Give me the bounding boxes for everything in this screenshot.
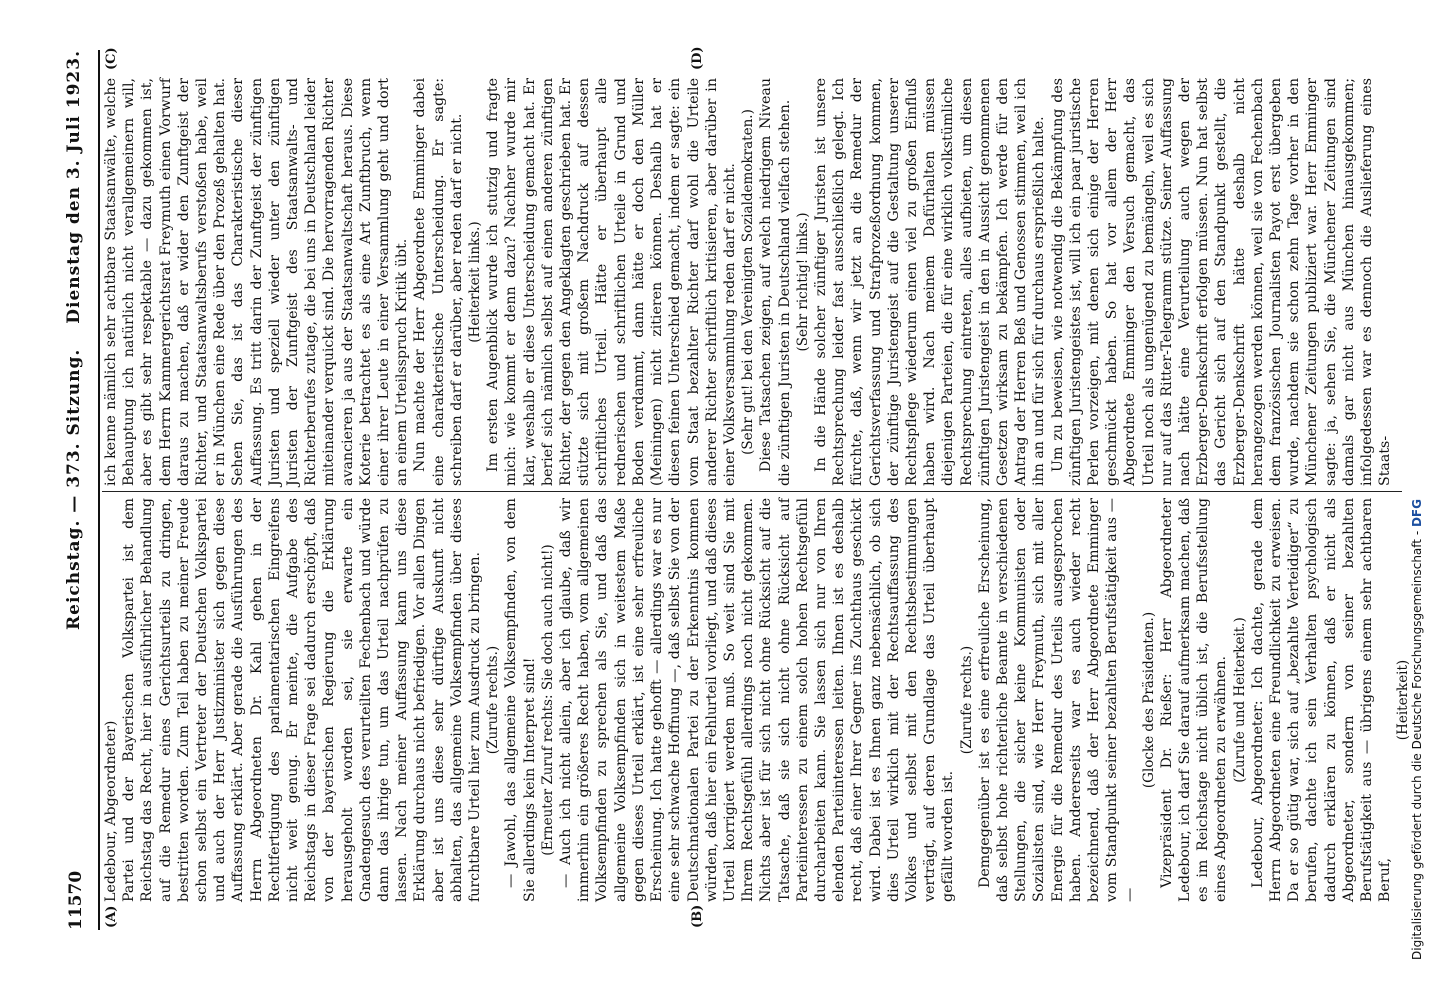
interjection: (Heiterkeit links.): [467, 221, 484, 343]
interjection: (Heiterkeit): [1395, 659, 1412, 741]
interjection: (Zurufe rechts.): [485, 645, 502, 755]
dfg-logo: DFG: [1410, 499, 1424, 528]
margin-marker-a: (A): [104, 905, 119, 928]
margin-marker-d: (D): [690, 46, 705, 70]
paragraph: Im ersten Augenblick wurde ich stutzig und fragte mich: wie kommt er denn dazu? Nachher wurde mir klar, weshalb er diese Unterscheidung gemacht hat. Er berief sich nämlich selbst auf einen anderen zünftigen Richter, der gegen den Angeklagten geschrieben hat. Er stützte sich mit großem Nachdruck auf dessen schriftliches Urteil. Hätte er überhaupt alle rednerischen und schriftlichen Urteile in Grund und Boden verdammt, dann hätte er doch den Müller (Meiningen) nicht zitieren können. Deshalb hat er diesen feinen Unterschied gemacht, indem er sagte: ein vom Staat bezahlter Richter darf wohl die Urteile anderer Richter schriftlich kritisieren, aber darüber in einer Volksversammlung reden darf er nicht.: [485, 78, 738, 486]
interjection: (Sehr gut! bei den Vereinigten Sozialdemokraten.): [740, 109, 757, 455]
interjection: (Sehr richtig! links.): [794, 212, 811, 352]
page-header: [54, 50, 100, 930]
left-column: [102, 498, 1412, 902]
margin-marker-b: (B): [690, 904, 705, 928]
page-number: 11570: [66, 870, 86, 930]
margin-marker-c: (C): [104, 47, 119, 70]
interjection: (Glocke des Präsidenten.): [1140, 611, 1157, 789]
right-column: [102, 78, 1402, 486]
paragraph: Ledebour, Abgeordneter: Ich dachte, gerade dem Herrn Abgeordneten eine Freundlichkeit zu erweisen. Da er so gütig war, sich auf „bezahlte Verteidiger“ zu berufen, dachte ich sein Verhalten psychologisch dadurch erklären zu können, daß er nicht als Abgeordneter, sondern von seiner bezahlten Berufstätigkeit aus — übrigens einem sehr achtbaren Beruf,: [1249, 498, 1394, 902]
digitization-text: Digitalisierung gefördert durch die Deutsche Forschungsgemeinschaft -: [1410, 527, 1424, 960]
paragraph: Demgegenüber ist es eine erfreuliche Erscheinung, daß selbst hohe richterliche Beamte in verschiedenen Stellungen, die sicher keine Kommunisten oder Sozialisten sind, wie Herr Freymuth, sich mit aller Energie für die Remedur des Urteils ausgesprochen haben. Andererseits war es auch wieder recht bezeichnend, daß der Herr Abgeordnete Emminger vom Standpunkt seiner bezahlten Berufstätigkeit aus — —: [976, 498, 1139, 902]
paragraph: Partei und der Bayerischen Volkspartei ist dem Reichstag das Recht, hier in ausführlicher Behandlung auf die Remedur eines Gerichtsurteils zu dringen, bestritten worden. Zum Teil haben zu meiner Freude schon selbst ein Vertreter der Deutschen Volkspartei und auch der Herr Justizminister sich gegen diese Auffassung erklärt. Aber gerade die Ausführungen des Herrn Abgeordneten Dr. Kahl gehen in der Rechtfertigung des parlamentarischen Eingreifens nicht weit genug. Er meinte, die Aufgabe des Reichstags in dieser Frage sei dadurch erschöpft, daß von der bayerischen Regierung die Erklärung herausgeholt worden sei, sie erwarte ein Gnadengesuch des verurteilten Fechenbach und würde dann das ihrige tun, um das Urteil nachprüfen zu lassen. Nach meiner Auffassung kann uns diese Erklärung durchaus nicht befriedigen. Vor allen Dingen aber ist uns diese sehr dürftige Auskunft nicht abhalten, das allgemeine Volksempfinden über dieses furchtbare Urteil hier zum Ausdruck zu bringen.: [121, 498, 484, 902]
interjection: (Zurufe und Heiterkeit.): [1231, 617, 1248, 783]
paragraph: ich kenne nämlich sehr achtbare Staatsanwälte, welche Behauptung ich natürlich nicht verallgemeinern will, aber es gibt sehr respektable — dazu gekommen ist, dem Herrn Kammergerichtsrat Freymuth einen Vorwurf daraus zu machen, daß er wider den Zunftgeist der Richter, und Staatsanwaltsberufs verstoßen habe, weil er in München eine Rede über den Prozeß gehalten hat. Sehen Sie, das ist das Charakteristische dieser Auffassung. Es tritt darin der Zunftgeist der zünftigen Juristen und speziell wieder unter den zünftigen Juristen der Zunftgeist des Staatsanwalts- und Richterberufes zutage, die bei uns in Deutschland leider miteinander verquickt sind. Die hervorragenden Richter avancieren ja aus der Staatsanwaltschaft heraus. Diese Koterie betrachtet es als eine Art Zunftbruch, wenn einer ihrer Leute in einer Versammlung geht und dort an einem Urteilsspruch Kritik übt.: [103, 78, 411, 486]
paragraph: — Jawohl, das allgemeine Volksempfinden, von dem Sie allerdings kein Interpret sind!: [503, 498, 538, 902]
header-title-left: Reichstag. — 373. Sitzung.: [64, 348, 84, 630]
paragraph: Ledebour, Abgeordneter): [103, 720, 119, 902]
paragraph: — Auch ich nicht allein, aber ich glaube, daß wir immerhin ein größeres Recht haben, vom allgemeinen Volksempfinden zu sprechen als Sie, und daß das allgemeine Volksempfinden sich in weitestem Maße gegen dieses Urteil erklärt, ist eine sehr erfreuliche Erscheinung. Ich hatte gehofft — allerdings war es nur eine sehr schwache Hoffnung —, daß selbst Sie von der Deutschnationalen Partei zu der Erkenntnis kommen würden, daß hier ein Fehlurteil vorliegt, und daß dieses Urteil korrigiert werden muß. So weit sind Sie mit Ihrem Rechtsgefühl allerdings noch nicht gekommen. Nichts aber ist für sich nicht ohne Rücksicht auf die Tatsache, daß sie sich nicht ohne Rücksicht auf Parteiinteressen zu einem solch hohen Rechtsgefühl durcharbeiten kann. Sie lassen sich nur von Ihren elenden Parteiinteressen leiten. Ihnen ist es deshalb recht, daß einer Ihrer Gegner ins Zuchthaus geschickt wird. Dabei ist es Ihnen ganz nebensächlich, ob sich dies Urteil wirklich mit der Rechtsauffassung des Volkes und selbst mit den Rechtsbestimmungen verträgt, auf deren Grundlage das Urteil überhaupt gefällt worden ist.: [558, 498, 957, 902]
interjection: (Zurufe rechts.): [958, 645, 975, 755]
paragraph: Um zu beweisen, wie notwendig die Bekämpfung des zünftigen Juristengeistes ist, will ich ein paar juristische Perlen vorzeigen, mit denen sich einige der Herren geschmückt haben. So hat vor allem der Herr Abgeordnete Emminger den Versuch gemacht, das Urteil noch als ungenügend zu bemängeln, weil es sich nur auf das Ritter-Telegramm stütze. Seiner Auffassung nach hätte eine Verurteilung auch wegen der Erzberger-Denkschrift erfolgen müssen. Nun hat selbst das Gericht sich auf den Standpunkt gestellt, die Erzberger-Denkschrift hätte deshalb nicht herangezogen werden können, weil sie von Fechenbach dem französischen Journalisten Payot erst übergeben wurde, nachdem sie schon zehn Tage vorher in den Münchener Zeitungen publiziert war. Herr Emminger sagte: ja, sehen Sie, die Münchener Zeitungen sind damals gar nicht aus München hinausgekommen; infolgedessen war es dennoch die Auslieferung eines Staats-: [1049, 78, 1394, 486]
paragraph: Nun machte der Herr Abgeordnete Emminger dabei eine charakteristische Unterscheidung. Er sagte: schreiben darf er darüber, aber reden darf er nicht.: [412, 78, 465, 486]
digitization-note: [1410, 499, 1424, 960]
paragraph: In die Hände solcher zünftiger Juristen ist unsere Rechtsprechung leider fast ausschließlich gelegt. Ich fürchte, daß, wenn wir jetzt an die Remedur der Gerichtsverfassung und Strafprozeßordnung kommen, der zünftige Juristengeist auf die Gestaltung unserer Rechtspflege wiederum einen viel zu großen Einfluß haben wird. Nach meinem Dafürhalten müssen diejenigen Parteien, die für eine wirklich volkstümliche Rechtsprechung eintreten, alles aufbieten, um diesen zünftigen Juristengeist in den in Aussicht genommenen Gesetzen wirksam zu bekämpfen. Ich werde für den Antrag der Herren Beß und Genossen stimmen, weil ich ihn an und für sich für durchaus ersprießlich halte.: [812, 78, 1048, 486]
column-divider: [102, 491, 1402, 492]
paragraph: Vizepräsident Dr. Rießer: Herr Abgeordneter Ledebour, ich darf Sie darauf aufmerksam machen, daß es im Reichstage nicht üblich ist, die Berufsstellung eines Abgeordneten zu erwähnen.: [1158, 498, 1230, 902]
header-title-right: Dienstag den 3. Juli 1923.: [64, 50, 84, 324]
interjection: (Erneuter Zuruf rechts: Sie doch auch nicht!): [539, 544, 556, 856]
paragraph: Diese Tatsachen zeigen, auf welch niedrigem Niveau die zünftigen Juristen in Deutschland vielfach stehen.: [758, 78, 793, 486]
